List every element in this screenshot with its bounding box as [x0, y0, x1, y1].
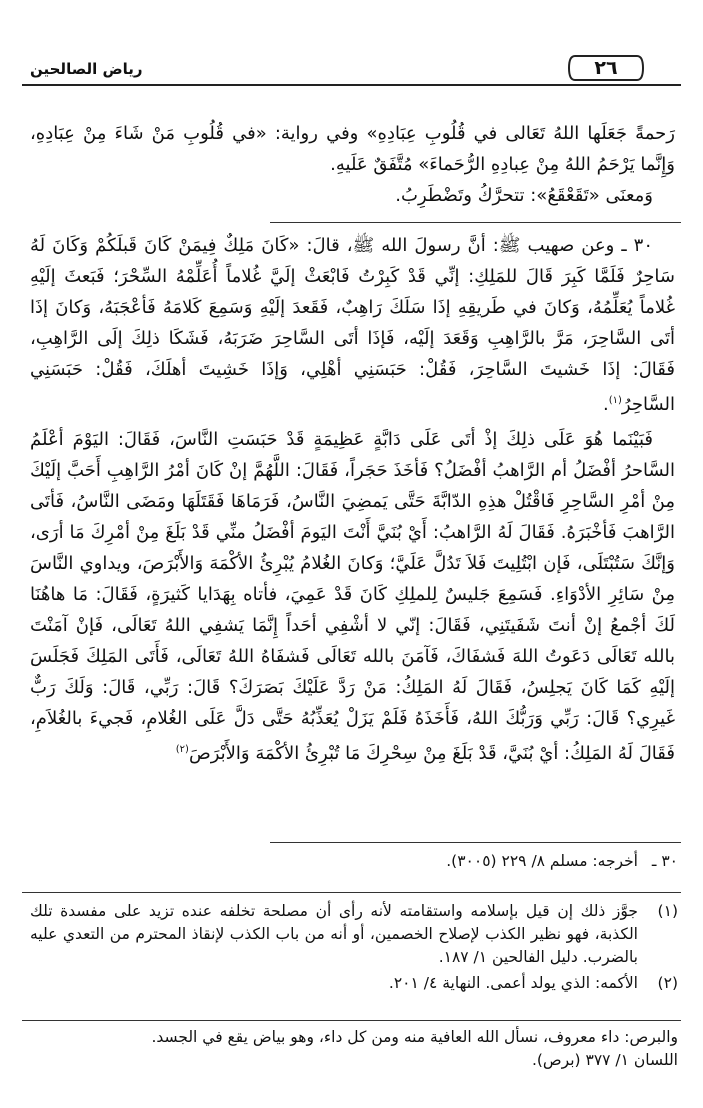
footnote-marker-2: (٢) [657, 974, 678, 992]
page-number-badge [567, 54, 645, 82]
hadith-paragraph-2 [30, 424, 675, 769]
takhrij [30, 850, 678, 873]
footnote-continuation [30, 1026, 678, 1072]
hadith-paragraph-2-text: فَبَيْنَما هُوَ عَلَى ذلِكَ إذْ أتَى عَلَى دَابَّةٍ عَظِيمَةٍ قَدْ حَبَسَتِ النَّاسَ، فَقَالَ: اليَوْمَ أعْلَمُ السَّاحرُ أفْضَلُ أم الرَّاهبُ أفْضَلُ؟ فَأخَذَ حَجَراً، فَقَالَ: اللَّهُمَّ إنْ كَانَ أمْرُ الرَّاهِبِ أَحَبَّ إلَيْكَ مِنْ أمْرِ السَّاحِرِ فَاقْتُلْ هذِهِ الدّابَّةَ حَتَّى يَمضِيَ النَّاسُ، فَرَمَاهَا فَقَتَلَهَا ومَضَى النَّاسُ، فَأتَى الرَّاهبَ فَأخْبَرَهُ. فَقَالَ لَهُ الرَّاهبُ: أَيْ بُنَيَّ أَنْتَ اليَومَ أفْضَلُ منِّي قَدْ بَلَغَ مِنْ أمْرِكَ مَا أرَى، وَإنَّكَ سَتُبْتَلَى، فَإن ابْتُلِيتَ فَلاَ تَدُلَّ عَلَيَّ؛ وَكانَ الغُلامُ يُبْرِئُ الأكْمَهَ وَالأَبْرَصَ، ويداوي النَّاسَ مِنْ سَائِرِ الأدْوَاءِ. فَسَمِعَ جَليسٌ لِلملِكِ كَانَ قَدْ عَمِيَ، فأتاه بِهَدَايا كَثيرَةٍ، فَقَالَ: مَا هاهُنَا لَكَ أجْمعُ إنْ أنتَ شَفَيتَنِي، فَقَالَ: إنّي لا أشْفِي أحَداً إِنَّمَا يَشفِي اللهُ تَعَالَى، فَإنْ آمَنْتَ بالله تَعَالَى دَعَوتُ اللهَ فَشفَاكَ، فَآمَنَ بالله تَعَالَى فَشفَاهُ اللهُ تَعَالَى، فَأَتَى المَلِكَ فَجَلَسَ إلَيْهِ كَمَا كَانَ يَجلِسُ، فَقَالَ لَهُ المَلِكُ: مَنْ رَدَّ عَلَيْكَ بَصَرَكَ؟ قَالَ: رَبِّي، قَالَ: وَلَكَ رَبٌّ غَيرِي؟ قَالَ: رَبِّي وَرَبُّكَ اللهُ، فَأَخَذَهُ فَلَمْ يَزَلْ يُعَذِّبُهُ حَتَّى دَلَّ عَلَى الغُلامِ، فَجيءَ بالغُلاَمِ، فَقَالَ لَهُ المَلِكُ: أيْ بُنَيَّ، قَدْ بَلَغَ مِنْ سِحْرِكَ مَا تُبْرِئُ الأكْمَهَ وَالأَبْرَصَ [30, 429, 675, 764]
takhrij-rule [270, 842, 681, 843]
meaning-line: وَمعنَى «تَقَعْقَعُ»: تتحرَّكُ وتَضْطَرِبُ. [395, 185, 653, 206]
book-title: رياض الصالحين [30, 60, 143, 78]
footnote-2 [30, 972, 678, 995]
page-number: ٢٦ [594, 57, 618, 79]
footnote-cont-line-2: اللسان ١/ ٣٧٧ (برص). [531, 1051, 678, 1069]
takhrij-text: أخرجه: مسلم ٨/ ٢٢٩ (٣٠٠٥). [446, 852, 638, 870]
footnotes-rule [22, 892, 681, 893]
footnote-text-2: الأكمه: الذي يولد أعمى. النهاية ٤/ ٢٠١. [388, 974, 638, 992]
footnote-ref-1: (١) [608, 395, 622, 406]
hadith-block [30, 230, 675, 769]
hadith-paragraph-1-text: ٣٠ ـ وعن صهيب ﷺ: أنَّ رسولَ الله ﷺ، قالَ: «كَانَ مَلِكٌ فِيمَنْ كَانَ قَبلَكُمْ وَكَانَ لَهُ سَاحِرٌ فَلَمَّا كَبِرَ قَالَ للمَلِكِ: إنِّي قَدْ كَبِرْتُ فَابْعَثْ إلَيَّ غُلاماً أُعَلِّمْهُ السِّحْرَ؛ فَبَعثَ إلَيْهِ غُلاماً يُعَلِّمُهُ، وَكانَ في طَريقِهِ إذَا سَلَكَ رَاهِبٌ، فَقَعدَ إلَيْهِ وَسَمِعَ كَلامَهُ فَأعْجَبَهُ، وَكانَ إذَا أتَى السَّاحِرَ، مَرَّ بالرَّاهِبِ وَقَعَدَ إلَيْه، فَإذَا أتَى السَّاحِرَ ضَرَبَهُ، فَشَكَا ذلِكَ إلَى الرَّاهِبِ، فَقَالَ: إذَا خَشيتَ السَّاحِرَ، فَقُلْ: حَبَسَنِي أهْلِي، وَإذَا خَشِيتَ أهلَكَ، فَقُلْ: حَبَسَنِي السَّاحِرُ [30, 235, 675, 415]
footnote-ref-2: (٢) [175, 744, 189, 755]
intro-paragraph: رَحمةً جَعَلَها اللهُ تَعَالى في قُلُوبِ عِبَادِهِ» وفي رواية: «في قُلُوبِ مَنْ شَاءَ مِنْ عِبَادِهِ، وَإِنَّما يَرْحَمُ اللهُ مِنْ عِبادِهِ الرُّحَماءَ» مُتَّفَقٌ عَلَيهِ. [30, 123, 675, 175]
main-text [30, 118, 675, 211]
footnote-cont-line-1: والبرص: داء معروف، نسأل الله العافية منه ومن كل داء، وهو بياض يقع في الجسد. [151, 1028, 678, 1046]
footnotes-continuation-rule [22, 1020, 681, 1021]
header-rule [22, 84, 681, 86]
footnote-text-1: جوَّز ذلك إن قيل بإسلامه واستقامته لأنه رأى أن مصلحة تخلفه عنده تزيد على مفسدة تلك الكذبة، فهو نظير الكذب لإصلاح الخصمين، أو أنه من باب الكذب لإنقاذ المحترم من التعدي عليه بالضرب. دليل الفالحين ١/ ١٨٧. [30, 902, 638, 966]
footnotes [30, 900, 678, 995]
takhrij-marker: ٣٠ ـ [651, 852, 678, 870]
footnote-marker-1: (١) [657, 902, 678, 920]
hadith-paragraph-1: ٣٠ ـ وعن صهيب ﷺ: أنَّ رسولَ الله ﷺ، قالَ: «كَانَ مَلِكٌ فِيمَنْ كَانَ قَبلَكُمْ وَكَانَ لَهُ سَاحِرٌ فَلَمَّا كَبِرَ قَالَ للمَلِكِ: إنِّي قَدْ كَبِرْتُ فَابْعَثْ إلَيَّ غُلاماً أُعَلِّمْهُ السِّحْرَ؛ فَبَعثَ إلَيْهِ غُلاماً يُعَلِّمُهُ، وَكانَ في طَريقِهِ إذَا سَلَكَ رَاهِبٌ، فَقَعدَ إلَيْهِ وَسَمِعَ كَلامَهُ فَأعْجَبَهُ، وَكانَ إذَا أتَى السَّاحِرَ، مَرَّ بالرَّاهِبِ وَقَعَدَ إلَيْه، فَإذَا أتَى السَّاحِرَ ضَرَبَهُ، فَشَكَا ذلِكَ إلَى الرَّاهِبِ، فَقَالَ: إذَا خَشيتَ السَّاحِرَ، فَقُلْ: حَبَسَنِي أهْلِي، وَإذَا خَشِيتَ أهلَكَ، فَقُلْ: حَبَسَنِي السَّاحِرُ$^{(١)}$. [30, 235, 675, 415]
footnote-1 [30, 900, 678, 969]
section-divider [270, 222, 681, 223]
